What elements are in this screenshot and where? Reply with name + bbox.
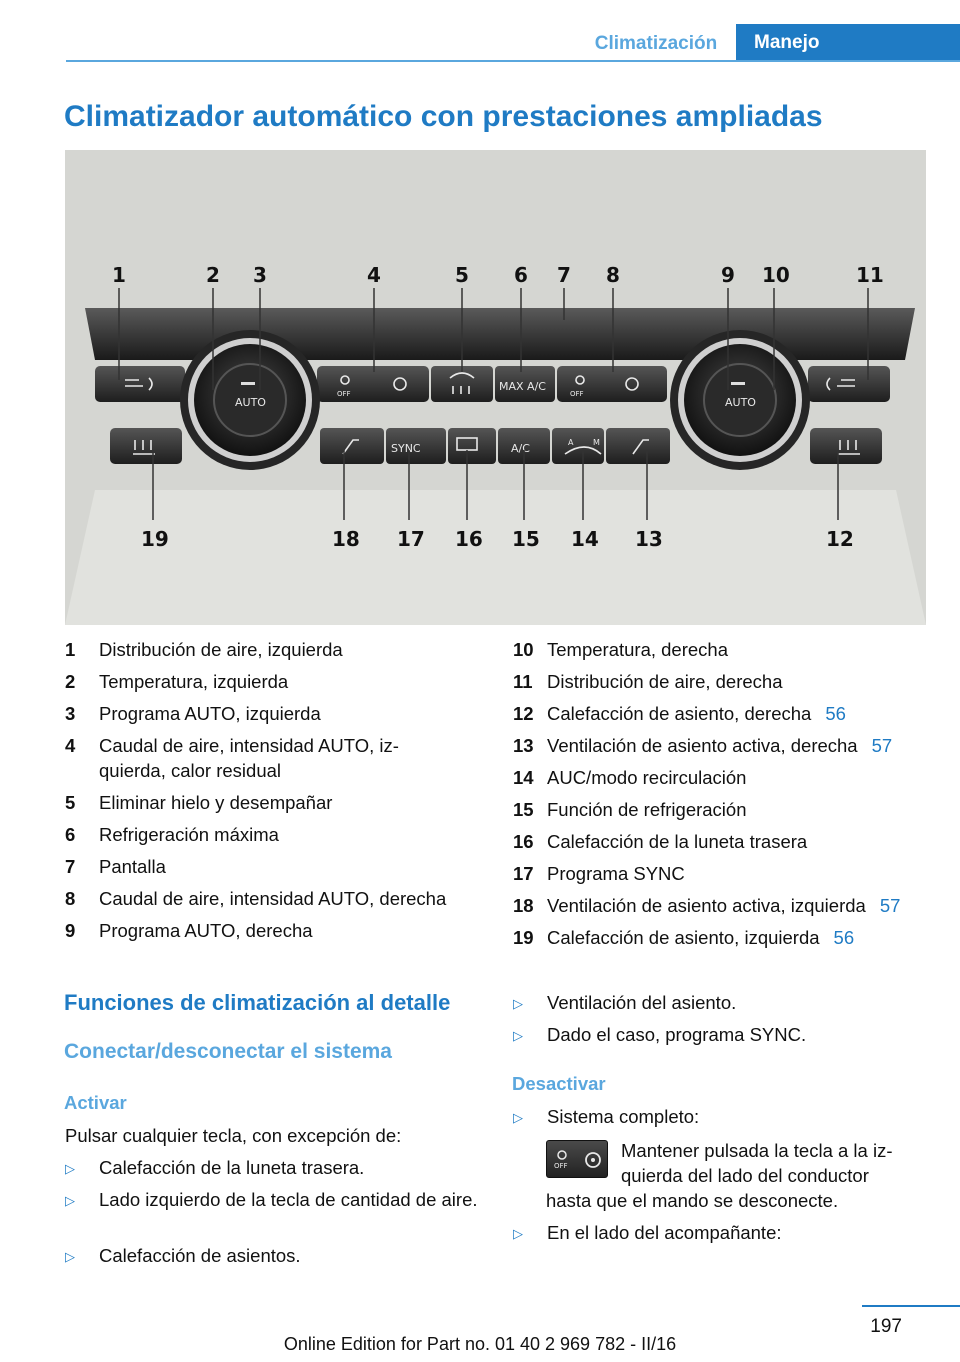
sistema-text-a: Mantener pulsada la tecla a la iz‐ quierda del lado del conductor <box>621 1140 893 1186</box>
legend-item: 17 Programa SYNC <box>513 863 685 884</box>
callout-12: 12 <box>826 527 854 551</box>
svg-text:A/C: A/C <box>511 442 530 455</box>
legend-item: 4 Caudal de aire, intensidad AUTO, iz‐ quierda, calor residual <box>65 735 399 781</box>
svg-text:M: M <box>593 438 600 447</box>
legend-left <box>65 634 485 947</box>
triangle-bullet-icon: ▷ <box>513 1226 523 1241</box>
legend-item: 8 Caudal de aire, intensidad AUTO, derecha <box>65 888 447 909</box>
callout-3: 3 <box>253 263 267 287</box>
list-item: ▷ Calefacción de asientos. <box>65 1243 485 1269</box>
svg-text:OFF: OFF <box>337 390 351 398</box>
fan-icon <box>547 1141 609 1179</box>
svg-text:OFF: OFF <box>554 1162 568 1170</box>
legend-item: 11 Distribución de aire, derecha <box>513 671 783 692</box>
legend-item: 13 Ventilación de asiento activa, derecha 57 <box>513 735 893 756</box>
legend-right <box>513 634 938 954</box>
page-number: 197 <box>870 1316 902 1337</box>
list-item: ▷ Dado el caso, programa SYNC. <box>513 1022 933 1048</box>
legend-item: 15 Función de refrigeración <box>513 799 747 820</box>
callout-2: 2 <box>206 263 220 287</box>
legend-item: 7 Pantalla <box>65 856 166 877</box>
callout-19: 19 <box>141 527 169 551</box>
page-ref-link[interactable]: 57 <box>871 735 893 756</box>
footer-divider <box>862 1305 960 1307</box>
page-ref-link[interactable]: 57 <box>879 895 901 916</box>
callout-6: 6 <box>514 263 528 287</box>
callout-17: 17 <box>397 527 425 551</box>
triangle-bullet-icon: ▷ <box>513 1028 523 1043</box>
triangle-bullet-icon: ▷ <box>65 1161 75 1176</box>
climate-panel-drawing <box>65 150 926 625</box>
legend-item: 1 Distribución de aire, izquierda <box>65 639 343 660</box>
legend-item: 6 Refrigeración máxima <box>65 824 279 845</box>
climate-panel-figure <box>65 150 926 625</box>
callout-7: 7 <box>557 263 571 287</box>
sistema-text-b: hasta que el mando se desconecte. <box>546 1190 839 1211</box>
callout-15: 15 <box>512 527 540 551</box>
legend-item: 12 Calefacción de asiento, derecha 56 <box>513 703 846 724</box>
list-item: ▷ Ventilación del asiento. <box>513 990 933 1016</box>
legend-item: 5 Eliminar hielo y desempañar <box>65 792 333 813</box>
callout-8: 8 <box>606 263 620 287</box>
svg-text:OFF: OFF <box>570 390 584 398</box>
callout-9: 9 <box>721 263 735 287</box>
svg-text:AUTO: AUTO <box>725 396 756 409</box>
svg-text:SYNC: SYNC <box>391 442 421 455</box>
legend-item: 2 Temperatura, izquierda <box>65 671 289 692</box>
legend-item: 14 AUC/modo recirculación <box>513 767 747 788</box>
triangle-bullet-icon: ▷ <box>513 996 523 1011</box>
callout-4: 4 <box>367 263 381 287</box>
desactivar-heading: Desactivar <box>512 1073 606 1094</box>
callout-18: 18 <box>332 527 360 551</box>
header-section-tab: Climatización <box>594 33 718 54</box>
activar-heading: Activar <box>64 1092 127 1113</box>
page-ref-link[interactable]: 56 <box>833 927 855 948</box>
triangle-bullet-icon: ▷ <box>65 1249 75 1264</box>
subsection-heading: Conectar/desconectar el sistema <box>64 1040 392 1063</box>
list-item: ▷ Lado izquierdo de la tecla de cantidad de aire. <box>65 1187 485 1213</box>
legend-item: 3 Programa AUTO, izquierda <box>65 703 321 724</box>
callout-10: 10 <box>762 263 790 287</box>
triangle-bullet-icon: ▷ <box>65 1193 75 1208</box>
list-item: ▷ Sistema completo: <box>513 1104 933 1130</box>
list-item: ▷ Calefacción de la luneta trasera. <box>65 1155 485 1181</box>
callout-16: 16 <box>455 527 483 551</box>
svg-text:MAX A/C: MAX A/C <box>499 380 546 393</box>
callout-5: 5 <box>455 263 469 287</box>
activar-intro: Pulsar cualquier tecla, con excepción de: <box>65 1125 402 1146</box>
page-title: Climatizador automático con prestaciones ampliadas <box>64 100 823 133</box>
header-chapter-tab: Manejo <box>736 24 960 62</box>
legend-item: 16 Calefacción de la luneta trasera <box>513 831 808 852</box>
section-heading: Funciones de climatización al detalle <box>64 990 451 1015</box>
legend-item: 18 Ventilación de asiento activa, izquierda 57 <box>513 895 901 916</box>
callout-1: 1 <box>112 263 126 287</box>
callout-14: 14 <box>571 527 599 551</box>
legend-item: 10 Temperatura, derecha <box>513 639 728 660</box>
callout-11: 11 <box>856 263 884 287</box>
svg-text:A: A <box>568 438 574 447</box>
page-ref-link[interactable]: 56 <box>825 703 846 724</box>
callout-13: 13 <box>635 527 663 551</box>
legend-item: 9 Programa AUTO, derecha <box>65 920 313 941</box>
header-divider <box>66 60 960 62</box>
triangle-bullet-icon: ▷ <box>513 1110 523 1125</box>
legend-item: 19 Calefacción de asiento, izquierda 56 <box>513 927 855 948</box>
edition-footer: Online Edition for Part no. 01 40 2 969 782 - II/16 <box>283 1334 677 1354</box>
fan-off-key-image <box>546 1140 608 1178</box>
list-item: ▷ En el lado del acompañante: <box>513 1220 933 1246</box>
svg-text:AUTO: AUTO <box>235 396 266 409</box>
